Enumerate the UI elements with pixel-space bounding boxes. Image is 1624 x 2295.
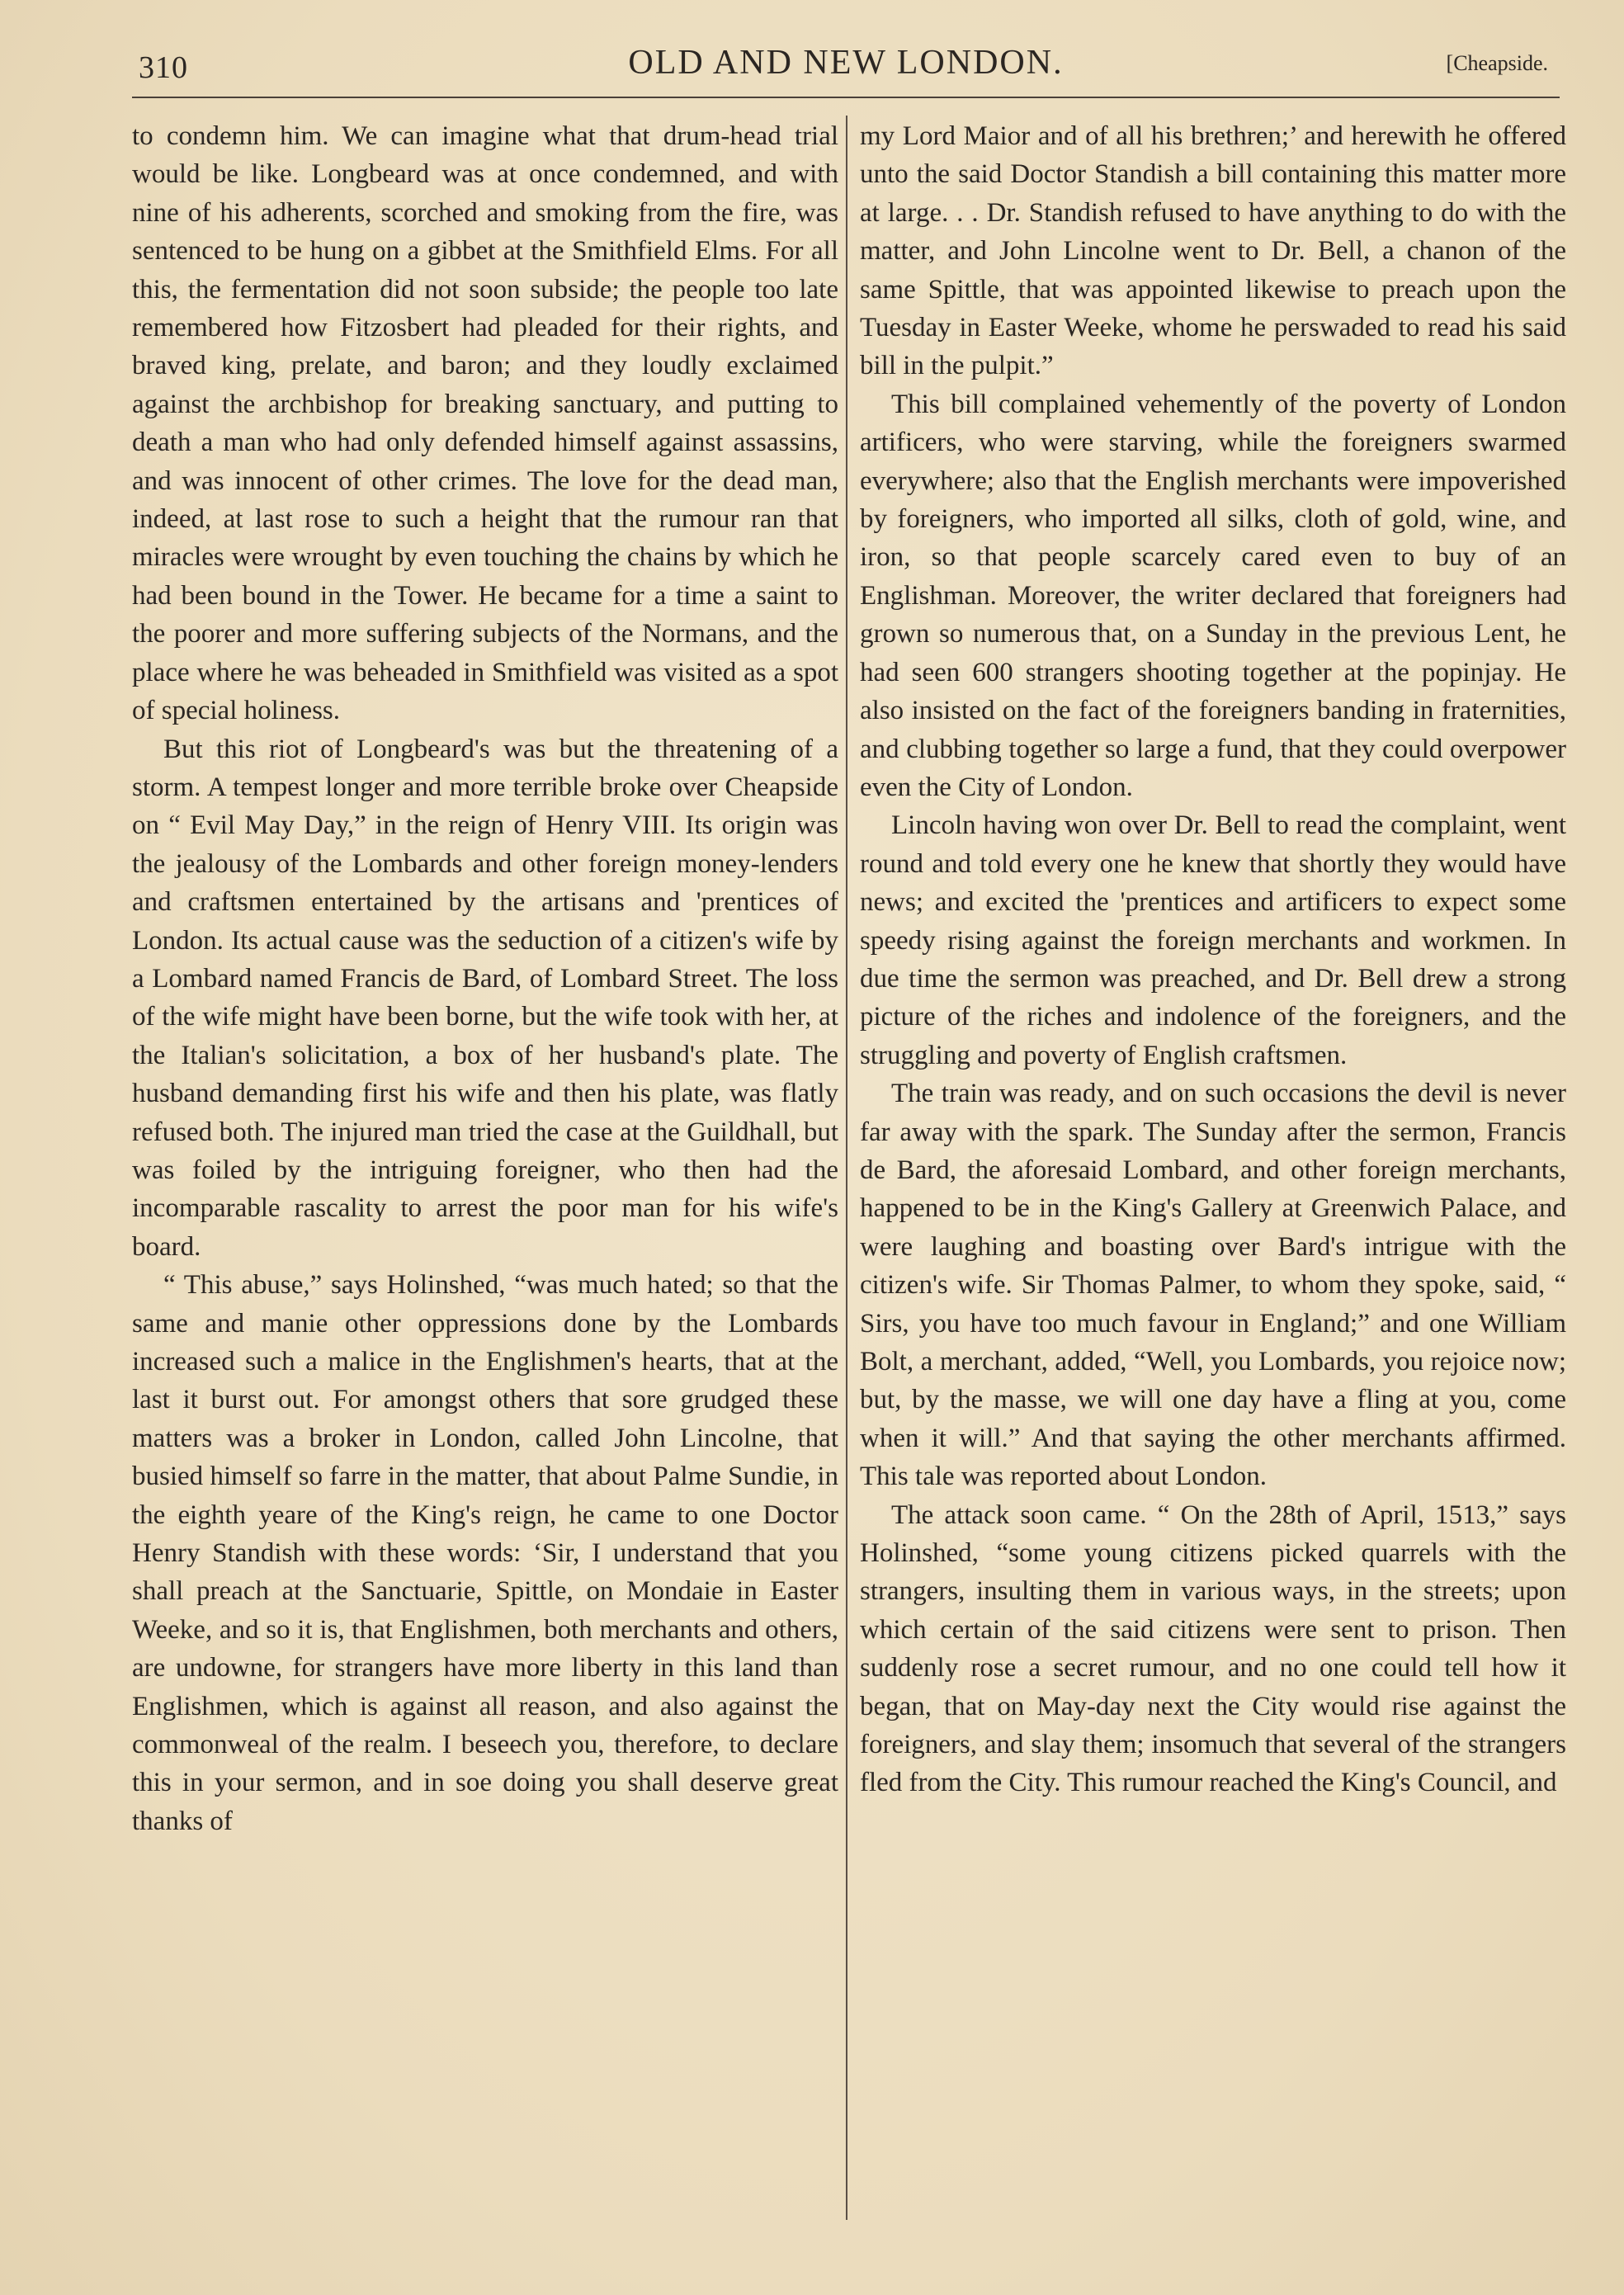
paragraph: The attack soon came. “ On the 28th of April, 1513,” says Holinshed, “some young citizens picked quarrels with the strangers, insulting them in various ways, in the streets; upon which certain of the said citizens were sent to prison. Then suddenly rose a secret rumour, and no one could tell how it began, that on May-day next the City would rise against the foreigners, and slay them; insomuch that several of the strangers fled from the City. This rumour reached the King's Council, and <box>860 1499 1566 1798</box>
running-title: OLD AND NEW LONDON. <box>628 44 1064 82</box>
header-rule <box>132 97 1560 98</box>
paragraph: But this riot of Longbeard's was but the threatening of a storm. A tempest longer and more terrible broke over Cheapside on “ Evil May Day,” in the reign of Henry VIII. Its origin was the jealousy of the Lombards and other foreign money-lenders and craftsmen entertained by the artisans and 'prentices of London. Its actual cause was the seduction of a citizen's wife by a Lombard named Francis de Bard, of Lombard Street. The loss of the wife might have been borne, but the wife took with her, at the Italian's solicitation, a box of her husband's plate. The husband demanding first his wife and then his plate, was flatly refused both. The injured man tried the case at the Guildhall, but was foiled by the intriguing foreigner, who then had the incomparable rascality to arrest the poor man for his wife's board. <box>132 734 838 1262</box>
page-header <box>132 35 1560 92</box>
page-number: 310 <box>139 50 188 85</box>
left-column <box>132 117 838 1840</box>
paragraph: to condemn him. We can imagine what that drum-head trial would be like. Longbeard was at once condemned, and with nine of his adherents, scorched and smoking from the fire, was sentenced to be hung on a gibbet at the Smithfield Elms. For all this, the fermentation did not soon subside; the people too late remembered how Fitzosbert had pleaded for their rights, and braved king, prelate, and baron; and they loudly exclaimed against the archbishop for breaking sanctuary, and putting to death a man who had only defended himself against assassins, and was innocent of other crimes. The love for the dead man, indeed, at last rose to such a height that the rumour ran that miracles were wrought by even touching the chains by which he had been bound in the Tower. He became for a time a saint to the poorer and more suffering subjects of the Normans, and the place where he was beheaded in Smithfield was visited as a spot of special holiness. <box>132 121 838 726</box>
paragraph: “ This abuse,” says Holinshed, “was much hated; so that the same and manie other oppressions done by the Lombards increased such a malice in the Englishmen's hearts, that at the last it burst out. For amongst others that sore grudged these matters was a broker in London, called John Lincolne, that busied himself so farre in the matter, that about Palme Sundie, in the eighth yeare of the King's reign, he came to one Doctor Henry Standish with these words: ‘Sir, I understand that you shall preach at the Sanctuarie, Spittle, on Mondaie in Easter Weeke, and so it is, that Englishmen, both merchants and others, are undowne, for strangers have more liberty in this land than Englishmen, which is against all reason, and also against the commonweal of the realm. I beseech you, therefore, to declare this in your sermon, and in soe doing you shall deserve great thanks of <box>132 1270 838 1836</box>
paragraph: Lincoln having won over Dr. Bell to read the complaint, went round and told every one he knew that shortly they would have news; and excited the 'prentices and artificers to expect some speedy rising against the foreign merchants and workmen. In due time the sermon was preached, and Dr. Bell drew a strong picture of the riches and indolence of the foreigners, and the struggling and poverty of English craftsmen. <box>860 810 1566 1070</box>
paragraph: This bill complained vehemently of the poverty of London artificers, who were starving, while the foreigners swarmed everywhere; also that the English merchants were impoverished by foreigners, who imported all silks, cloth of gold, wine, and iron, so that people scarcely cared even to buy of an Englishman. Moreover, the writer declared that foreigners had grown so numerous that, on a Sunday in the previous Lent, he had seen 600 strangers shooting together at the popinjay. He also insisted on the fact of the foreigners banding in fraternities, and clubbing together so large a fund, that they could overpower even the City of London. <box>860 389 1566 802</box>
paragraph: The train was ready, and on such occasions the devil is never far away with the spark. The Sunday after the sermon, Francis de Bard, the aforesaid Lombard, and other foreign merchants, happened to be in the King's Gallery at Greenwich Palace, and were laughing and boasting over Bard's intrigue with the citizen's wife. Sir Thomas Palmer, to whom they spoke, said, “ Sirs, you have too much favour in England;” and one William Bolt, a merchant, added, “Well, you Lombards, you rejoice now; but, by the masse, we will one day have a fling at you, come when it will.” And that saying the other merchants affirmed. This tale was reported about London. <box>860 1079 1566 1492</box>
right-column <box>860 117 1566 1802</box>
section-tag: [Cheapside. <box>1446 51 1548 75</box>
column-divider <box>846 116 847 2220</box>
paragraph: my Lord Maior and of all his brethren;’ and herewith he offered unto the said Doctor Standish a bill containing this matter more at large. . . Dr. Standish refused to have anything to do with the matter, and John Lincolne went to Dr. Bell, a chanon of the same Spittle, that was appointed likewise to preach upon the Tuesday in Easter Weeke, whome he perswaded to read his said bill in the pulpit.” <box>860 121 1566 381</box>
